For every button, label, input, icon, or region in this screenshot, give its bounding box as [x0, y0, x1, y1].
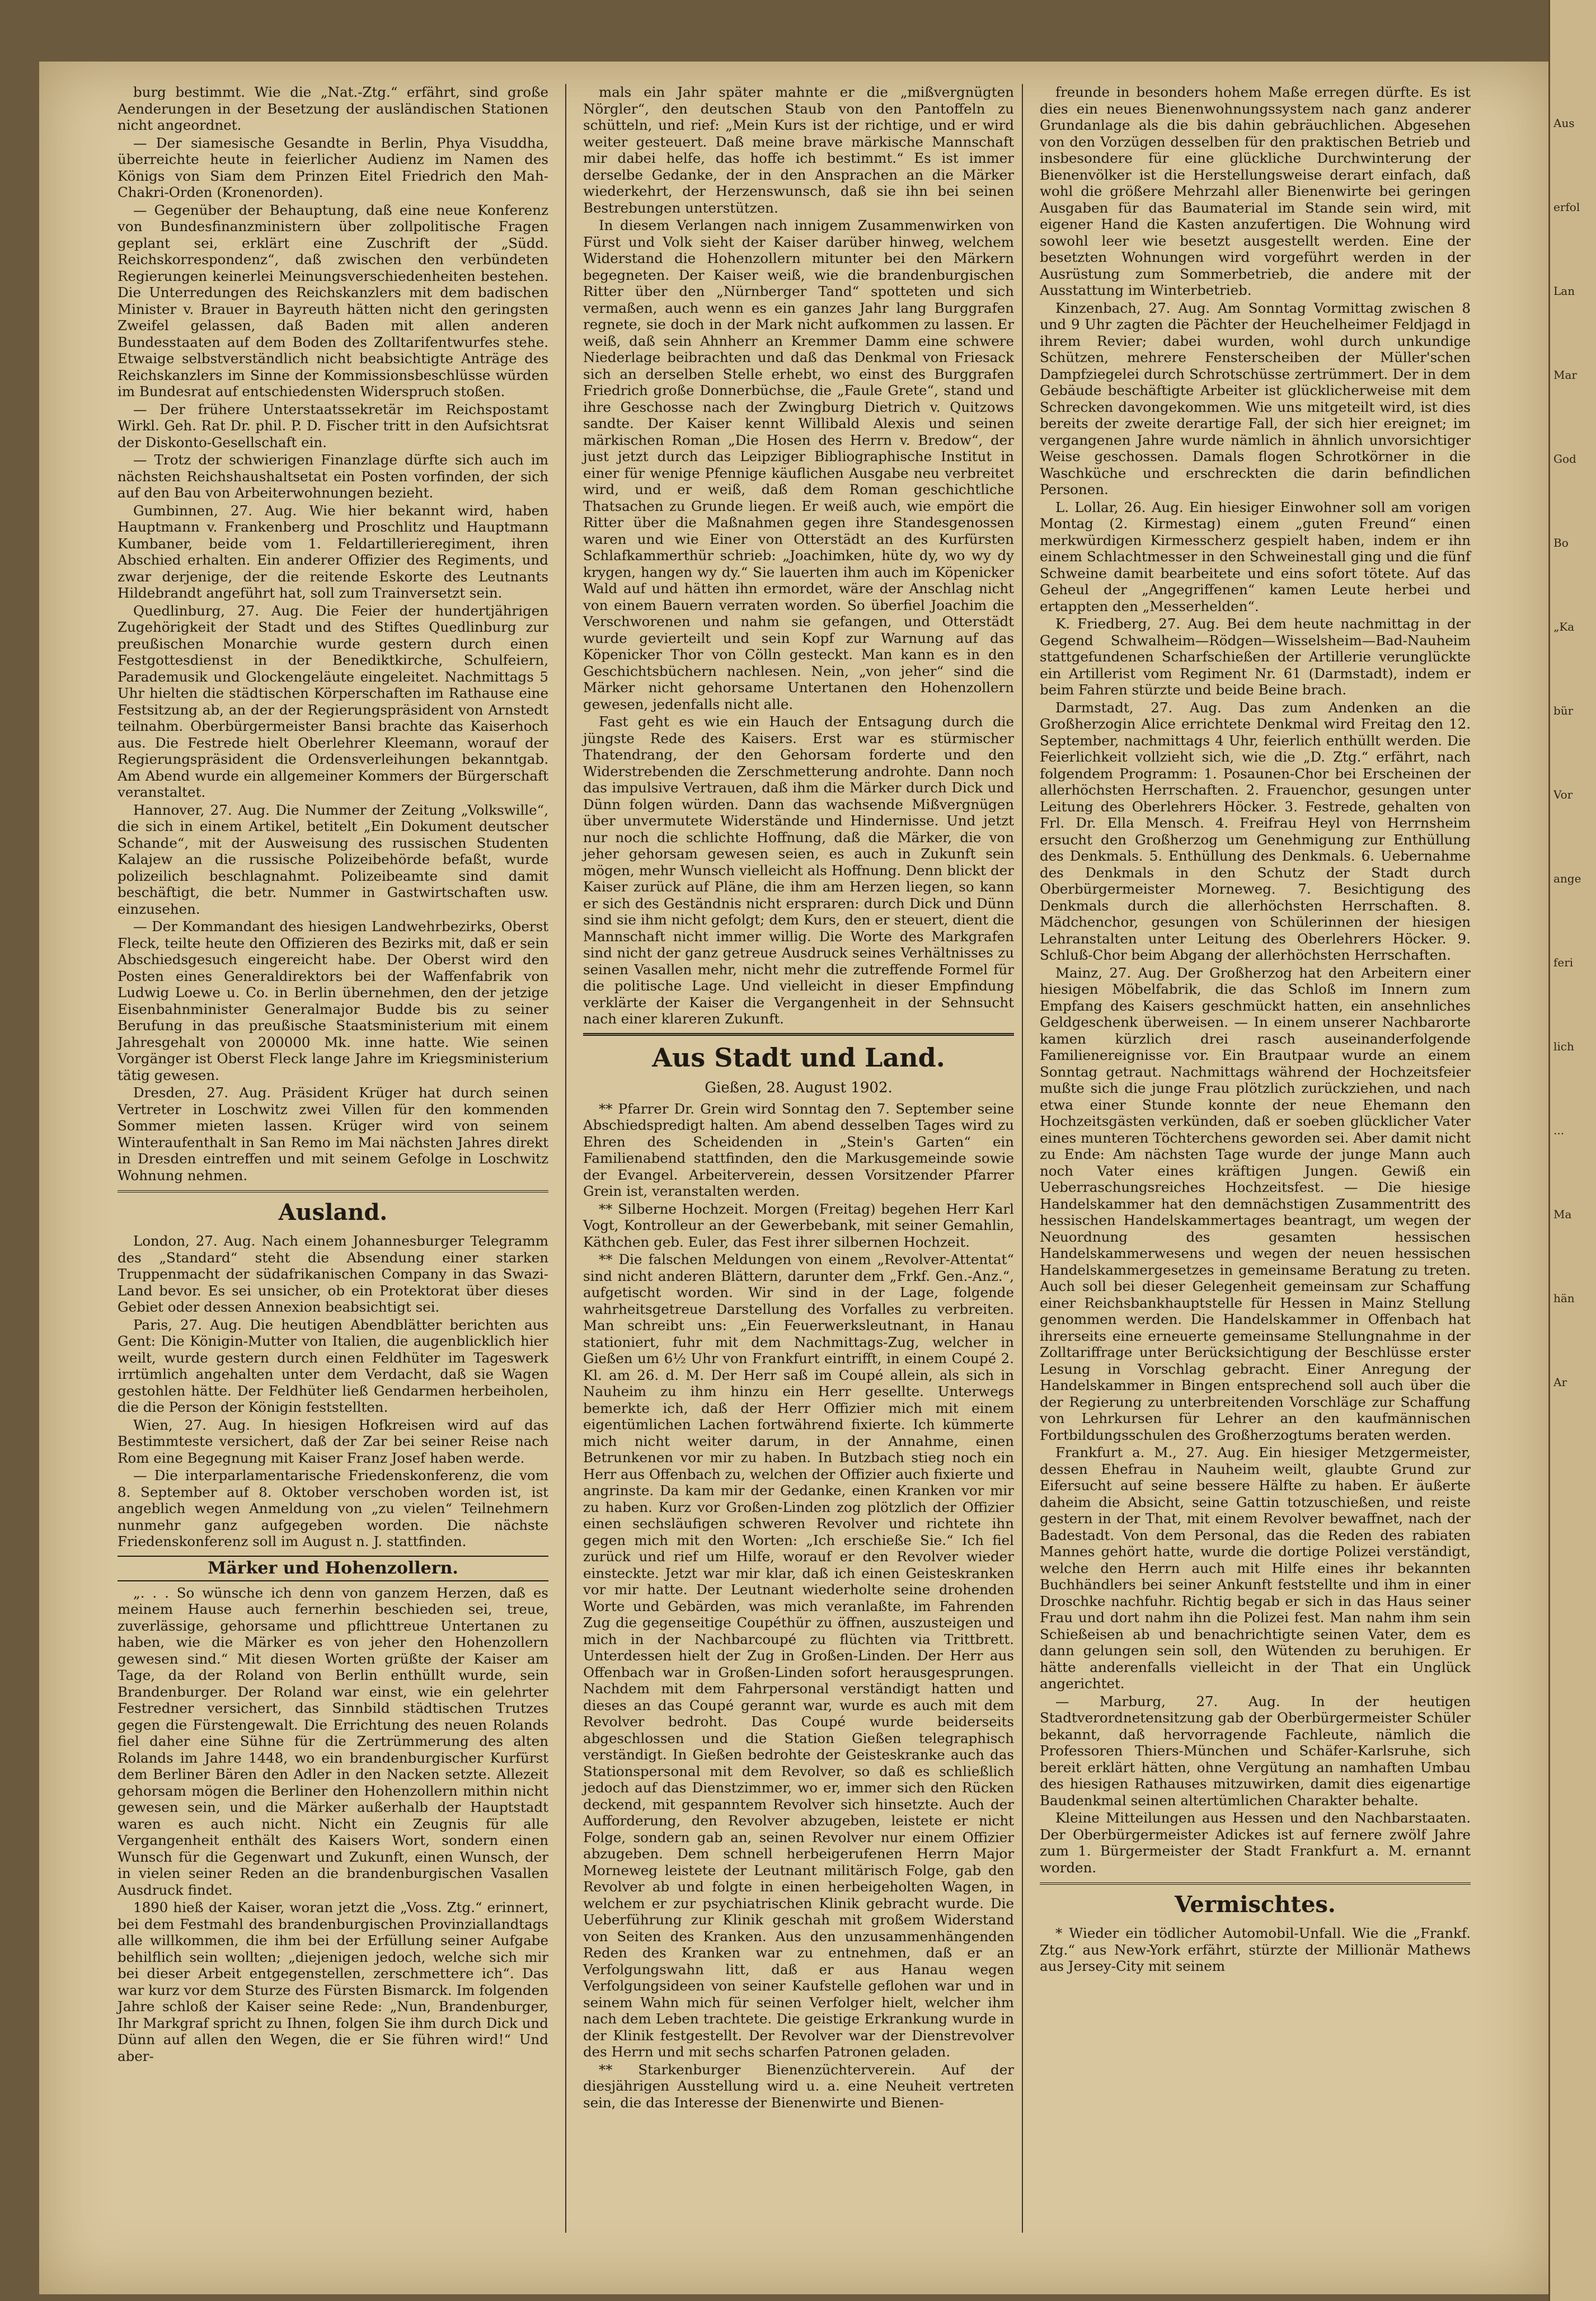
article-paragraph: — Marburg, 27. Aug. In der heutigen Stadtverordnetensitzung gab der Oberbürgermeister Schüler bekannt, daß hervorragende Fachleute, nämlich die Professoren Thiers-München und Schäfer-Karlsruhe, sich bereit erklärt hätten, ohne Vergütung an namhaften Umbau des hiesigen Rathauses mitzuwirken, damit dies eigenartige Baudenkmal seinen altertümlichen Charakter behalte. [1040, 1693, 1471, 1809]
edge-text-fragment: Lan [1553, 284, 1575, 298]
article-paragraph: — Trotz der schwierigen Finanzlage dürfte sich auch im nächsten Reichshaushaltsetat ein Posten vorfinden, der sich auf den Bau von Arbeiterwohnungen bezieht. [118, 452, 548, 501]
article-paragraph: — Der Kommandant des hiesigen Landwehrbezirks, Oberst Fleck, teilte heute den Offizieren des Bezirks mit, daß er sein Abschiedsgesuch eingereicht habe. Der Oberst wird den Posten eines Generaldirektors bei der Waffenfabrik von Ludwig Loewe u. Co. in Berlin übernehmen, den der jetzige Eisenbahnminister Generalmajor Budde bis zu seiner Berufung in das preußische Staatsministerium mit einem Jahresgehalt von 200000 Mk. inne hatte. Wie seinen Vorgänger ist Oberst Fleck lange Jahre im Kriegsministerium tätig gewesen. [118, 918, 548, 1083]
dateline: Gießen, 28. August 1902. [705, 1079, 893, 1096]
article-paragraph: mals ein Jahr später mahnte er die „mißvergnügten Nörgler“, den deutschen Staub von den Pantoffeln zu schütteln, und rief: „Mein Kurs ist der richtige, und er wird weiter gesteuert. Daß meine brave märkische Mannschaft mir dabei helfe, das hoffe ich bestimmt.“ Es ist immer derselbe Gedanke, der in den Ansprachen an die Märker wiederkehrt, der Herzenswunsch, daß sie ihn bei seinen Bestrebungen unterstützen. [583, 84, 1014, 216]
article-paragraph: Fast geht es wie ein Hauch der Entsagung durch die jüngste Rede des Kaisers. Erst war es stürmischer Thatendrang, der den Gehorsam forderte und den Widerstrebenden die Zerschmetterung androhte. Dann noch das impulsive Vertrauen, daß ihm die Märker durch Dick und Dünn folgen würden. Dann das wachsende Mißvergnügen über unvermutete Widerstände und Hindernisse. Und jetzt nur noch die schlichte Hoffnung, daß die Märker, die von jeher gehorsam gewesen seien, es auch in Zukunft sein mögen, mehr Wunsch vielleicht als Hoffnung. Denn blickt der Kaiser zurück auf Pläne, die ihm am Herzen liegen, so kann er sich des Geständnis nicht erspraren: durch Dick und Dünn sind sie ihm nicht gefolgt; dem Kurs, den er steuert, dient die Mannschaft nicht immer willig. Die Worte des Markgrafen sind nicht der ganz getreue Ausdruck seines Verhältnisses zu seinen Vasallen mehr, nicht mehr die zutreffende Formel für die politische Lage. Und vielleicht in dieser Empfindung verklärte der Kaiser die Vergangenheit in der Sehnsucht nach einer klareren Zukunft. [583, 713, 1014, 1027]
article-paragraph: — Der frühere Unterstaatssekretär im Reichspostamt Wirkl. Geh. Rat Dr. phil. P. D. Fischer tritt in den Aufsichtsrat der Diskonto-Gesellschaft ein. [118, 401, 548, 450]
edge-text-fragment: Bo [1553, 536, 1569, 550]
article-paragraph: — Gegenüber der Behauptung, daß eine neue Konferenz von Bundesfinanzministern über zollpolitische Fragen geplant sei, erklärt eine Zuschrift der „Südd. Reichskorrespondenz“, daß zwischen den verbündeten Regierungen keinerlei Meinungsverschiedenheiten bestehen. Die Unterredungen des Reichskanzlers mit dem badischen Minister v. Brauer in Bayreuth hätten nicht den geringsten Zweifel gelassen, daß Baden mit allen anderen Bundesstaaten auf dem Boden des Zolltarifentwurfes stehe. Etwaige selbstverständlich nicht beabsichtigte Anträge des Reichskanzlers im Sinne der Kommissionsbeschlüsse würden im Bundesrat auf entschiedensten Widerspruch stoßen. [118, 201, 548, 400]
article-paragraph: L. Lollar, 26. Aug. Ein hiesiger Einwohner soll am vorigen Montag (2. Kirmestag) einem „guten Freund“ einen merkwürdigen Kirmesscherz gespielt haben, indem er ihn einem Schlachtmesser in den Schweinestall ging und die fünf Schweine damit bearbeitete und eins sofort tötete. Auf das Geheul der „Angegriffenen“ kamen Leute herbei und ertappten den „Messerhelden“. [1040, 499, 1471, 614]
article-paragraph: Quedlinburg, 27. Aug. Die Feier der hundertjährigen Zugehörigkeit der Stadt und des Stiftes Quedlinburg zur preußischen Monarchie wurde gestern durch einen Festgottesdienst in der Benediktkirche, Schulfeiern, Parademusik und Glockengeläute eingeleitet. Nachmittags 5 Uhr hielten die städtischen Körperschaften im Rathause eine Festsitzung ab, an der der Regierungspräsident von Arnstedt teilnahm. Oberbürgermeister Bansi brachte das Kaiserhoch aus. Die Festrede hielt Oberlehrer Kleemann, worauf der Regierungspräsident die Ordensverleihungen bekanntgab. Am Abend wurde ein allgemeiner Kommers der Bürgerschaft veranstaltet. [118, 602, 548, 800]
article-paragraph: „. . . So wünsche ich denn von ganzem Herzen, daß es meinem Hause auch fernerhin beschieden sei, treue, zuverlässige, gehorsame und pflichttreue Untertanen zu haben, wie die Märker es von jeher den Hohenzollern gewesen sind.“ Mit diesen Worten grüßte der Kaiser am Tage, da der Roland von Berlin enthüllt wurde, sein Brandenburger. Der Roland war einst, wie ein gelehrter Festredner versichert, das Sinnbild städtischen Trutzes gegen die Fürstengewalt. Die Errichtung des neuen Rolands fiel daher eine Sühne für die Zertrümmerung des alten Rolands im Jahre 1448, wo ein brandenburgischer Kurfürst dem Berliner Bären den Adler in den Nacken setzte. Allezeit gehorsam mögen die Berliner den Hohenzollern mithin nicht gewesen sein, und die Märker außerhalb der Hauptstadt waren es auch nicht. Nicht ein Zeugnis für alle Vergangenheit enthält des Kaisers Wort, sondern einen Wunsch für die Gegenwart und Zukunft, einen Wunsch, der in vielen seiner Reden an die brandenburgischen Vasallen Ausdruck findet. [118, 1584, 548, 1898]
adjacent-page-edge [1548, 0, 1596, 2301]
edge-text-fragment: Ma [1553, 1208, 1572, 1221]
article-paragraph: Dresden, 27. Aug. Präsident Krüger hat durch seinen Vertreter in Loschwitz zwei Villen für den kommenden Sommer mieten lassen. Krüger wird von seinem Winteraufenthalt in San Remo im Mai nächsten Jahres direkt in Dresden eintreffen und mit seinem Gefolge in Loschwitz Wohnung nehmen. [118, 1084, 548, 1184]
edge-text-fragment: hän [1553, 1292, 1575, 1305]
column-1 [118, 84, 548, 2064]
edge-text-fragment: God [1553, 452, 1576, 466]
article-paragraph: Kleine Mitteilungen aus Hessen und den Nachbarstaaten. Der Oberbürgermeister Adickes ist auf fernere zwölf Jahre zum 1. Bürgermeister der Stadt Frankfurt a. M. ernannt worden. [1040, 1810, 1471, 1876]
edge-text-fragment: ... [1553, 1124, 1565, 1137]
section-heading-stadt-und-land: Aus Stadt und Land. [583, 1033, 1014, 1075]
article-paragraph: ** Silberne Hochzeit. Morgen (Freitag) begehen Herr Karl Vogt, Kontrolleur an der Gewerbebank, mit seiner Gemahlin, Käthchen geb. Euler, das Fest ihrer silbernen Hochzeit. [583, 1200, 1014, 1250]
article-paragraph: 1890 hieß der Kaiser, woran jetzt die „Voss. Ztg.“ erinnert, bei dem Festmahl des brandenburgischen Provinziallandtags alle willkommen, die ihm bei der Erfüllung seiner Aufgabe behilflich sein wollten; „diejenigen jedoch, welche sich mir bei dieser Arbeit entgegenstellen, zerschmettere ich“. Das war kurz vor dem Sturze des Fürsten Bismarck. Im folgenden Jahre schloß der Kaiser seine Rede: „Nun, Brandenburger, Ihr Markgraf spricht zu Ihnen, folgen Sie ihm durch Dick und Dünn auf allen den Wegen, die er Sie führen wird!“ Und aber- [118, 1899, 548, 2064]
article-paragraph: K. Friedberg, 27. Aug. Bei dem heute nachmittag in der Gegend Schwalheim—Rödgen—Wisselsheim—Bad-Nauheim stattgefundenen Scharfschießen der Artillerie verunglückte ein Artillerist vom Regiment Nr. 61 (Darmstadt), indem er beim Fahren stürzte und beide Beine brach. [1040, 616, 1471, 698]
article-paragraph: freunde in besonders hohem Maße erregen dürfte. Es ist dies ein neues Bienenwohnungssystem nach ganz anderer Grundanlage als die bis dahin gebräuchlichen. Abgesehen von den Vorzügen desselben für den praktischen Betrieb und insbesondere für eine glückliche Durchwinterung der Bienenvölker ist die Herstellungsweise derart einfach, daß wohl die größere Mehrzahl aller Bienenwirte bei geringen Ausgaben für das Baumaterial im Stande sein wird, mit eigener Hand die Kasten anzufertigen. Die Wohnung wird sowohl leer wie besetzt ausgestellt werden. Eine der besetzten Wohnungen wird vorgeführt werden in der Ausrüstung zum Sommerbetrieb, die andere mit der Ausstattung im Winterbetrieb. [1040, 84, 1471, 298]
column-2 [583, 84, 1014, 2111]
column-3 [1040, 84, 1471, 1975]
edge-text-fragment: bür [1553, 704, 1574, 717]
article-paragraph: London, 27. Aug. Nach einem Johannesburger Telegramm des „Standard“ steht die Absendung einer starken Truppenmacht der südafrikanischen Company in das Swazi-Land bevor. Es sei unsicher, ob ein Protektorat über dieses Gebiet oder dessen Annexion beabsichtigt sei. [118, 1233, 548, 1315]
article-heading-maerker: Märker und Hohenzollern. [118, 1556, 548, 1581]
article-paragraph: Darmstadt, 27. Aug. Das zum Andenken an die Großherzogin Alice errichtete Denkmal wird Freitag den 12. September, nachmittags 4 Uhr, feierlich enthüllt werden. Die Feierlichkeit vollzieht sich, wie die „D. Ztg.“ erfährt, nach folgendem Programm: 1. Posaunen-Chor bei Erscheinen der allerhöchsten Herrschaften. 2. Frauenchor, gesungen unter Leitung des Oberlehrers Höcker. 3. Festrede, gehalten von Frl. Dr. Ella Mensch. 4. Freifrau Heyl von Herrnsheim ersucht den Großherzog um Genehmigung zur Enthüllung des Denkmals. 5. Enthüllung des Denkmals. 6. Uebernahme des Denkmals in den Schutz der Stadt durch Oberbürgermeister Morneweg. 7. Besichtigung des Denkmals durch die allerhöchsten Herrschaften. 8. Mädchenchor, gesungen von Schülerinnen der hiesigen Lehranstalten unter Leitung des Oberlehrers Höcker. 9. Schluß-Chor beim Abgang der allerhöchsten Herrschaften. [1040, 699, 1471, 963]
article-paragraph: Kinzenbach, 27. Aug. Am Sonntag Vormittag zwischen 8 und 9 Uhr zagten die Pächter der Heuchelheimer Feldjagd in ihrem Revier; dabei wurden, wohl durch unkundige Schützen, mehrere Fensterscheiben der Müller'schen Dampfziegelei durch Schrotschüsse zertrümmert. Der in dem Gebäude beschäftigte Arbeiter ist glücklicherweise mit dem Schrecken davongekommen. Wie uns mitgeteilt wird, ist dies bereits der zweite derartige Fall, der sich hier ereignet; im vergangenen Jahre wurde nämlich in ähnlich unvorsichtiger Weise geschossen. Damals flogen Schrotkörner in die Waschküche und erschreckten die darin befindlichen Personen. [1040, 299, 1471, 497]
article-paragraph: Wien, 27. Aug. In hiesigen Hofkreisen wird auf das Bestimmteste versichert, daß der Zar bei seiner Reise nach Rom eine Begegnung mit Kaiser Franz Josef haben werde. [118, 1416, 548, 1466]
article-paragraph: burg bestimmt. Wie die „Nat.-Ztg.“ erfährt, sind große Aenderungen in der Besetzung der ausländischen Stationen nicht angeordnet. [118, 84, 548, 133]
edge-text-fragment: erfol [1553, 200, 1580, 214]
article-paragraph: Frankfurt a. M., 27. Aug. Ein hiesiger Metzgermeister, dessen Ehefrau in Nauheim weilt, glaubte Grund zur Eifersucht auf seine bessere Hälfte zu haben. Er äußerte daheim die Absicht, seine Gattin totzuschießen, und reiste gestern in der That, mit einem Revolver bewaffnet, nach der Badestadt. Von dem Personal, das die Reden des rabiaten Mannes gehört hatte, wurde die dortige Polizei verständigt, welche den Herrn auch mit Hilfe eines ihr bekannten Buchhändlers bei seiner Ankunft feststellte und ihm in einer Droschke nachfuhr. Richtig begab er sich in das Haus seiner Frau und dort nahm ihn die Polizei fest. Man nahm ihm sein Schießeisen ab und benachrichtigte seinen Vater, dem es dann gelungen sein soll, den Wütenden zu beruhigen. Er hätte anderenfalls vielleicht in der That ein Unglück angerichtet. [1040, 1444, 1471, 1692]
article-paragraph: Gumbinnen, 27. Aug. Wie hier bekannt wird, haben Hauptmann v. Frankenberg und Proschlitz und Hauptmann Kumbaner, beide vom 1. Feldartillerieregiment, ihren Abschied erhalten. Ein anderer Offizier des Regiments, und zwar derjenige, der die reitende Eskorte des Leutnants Hildebrandt angeführt hat, soll zum Trainversetzt sein. [118, 502, 548, 601]
article-paragraph: Mainz, 27. Aug. Der Großherzog hat den Arbeitern einer hiesigen Möbelfabrik, die das Schloß im Innern zum Empfang des Kaisers geschmückt hatten, ein ansehnliches Geldgeschenk überweisen. — In einem unserer Nachbarorte kamen kürzlich drei rasch auseinanderfolgende Familienereignisse vor. Ein Brautpaar wurde an einem Sonntag getraut. Nachmittags während der Hochzeitsfeier mußte sich die junge Frau plötzlich zurückziehen, und nach etwa einer Stunde konnte der neue Ehemann den Hochzeitsgästen verkünden, daß er soeben glücklicher Vater eines munteren Töchterchens geworden sei. Aber damit nicht zu Ende: Am nächsten Tage wurde der junge Mann auch noch Vater eines kräftigen Jungen. Gewiß ein Ueberraschungsreiches Hochzeitsfest. — Die hiesige Handelskammer hat den demnächstigen Zusammentritt des hessischen Handelskammertages beantragt, um wegen der Neuordnung des gesamten hessischen Handelskammerwesens und wegen der neuen hessischen Handelskammergesetzes in gemeinsame Beratung zu treten. Auch soll bei dieser Gelegenheit gemeinsam zur Schaffung einer Reichsbankhauptstelle für Hessen in Mainz Stellung genommen werden. Die Handelskammer in Offenbach hat ihrerseits eine erneuerte gemeinsame Stellungnahme in der Zolltariffrage unter Berücksichtigung der Beschlüsse erster Lesung in Vorschlag gebracht. Einer Anregung der Handelskammer in Bingen entsprechend soll auch über die der Regierung zu unterbreitenden Vorschläge zur Schaffung von Lehrkursen für Lehrer an den kaufmännischen Fortbildungsschulen des Großherzogtums beraten werden. [1040, 964, 1471, 1443]
edge-text-fragment: feri [1553, 956, 1574, 969]
article-paragraph: In diesem Verlangen nach innigem Zusammenwirken von Fürst und Volk sieht der Kaiser darüber hinweg, welchem Widerstand die Hohenzollern mitunter bei den Märkern begegneten. Der Kaiser weiß, wie die brandenburgischen Ritter über den „Nürnberger Tand“ spotteten und sich vermaßen, auch wenn es ein ganzes Jahr lang Burggrafen regnete, sie doch in der Mark nicht aufkommen zu lassen. Er weiß, daß sein Ahnherr an Kremmer Damm eine schwere Niederlage beibrachten und daß das Denkmal von Friesack sich an derselben Stelle erhebt, wo einst des Burggrafen Friedrich große Donnerbüchse, die „Faule Grete“, stand und ihre Geschosse nach der Zwingburg Dietrich v. Quitzows sandte. Der Kaiser kennt Willibald Alexis und seinen märkischen Roman „Die Hosen des Herrn v. Bredow“, der just jetzt durch das Leipziger Bibliographische Institut in einer für wenige Pfennige käuflichen Ausgabe neu verbreitet wird, und er weiß, daß dem Roman geschichtliche Thatsachen zu Grunde liegen. Er weiß auch, wie empört die Ritter über die Maßnahmen gegen ihre Standesgenossen waren und wie Einer von Otterstädt an des Kurfürsten Schlafkammerthür schrieb: „Joachimken, hüte dy, wo wy dy krygen, hangen wy dy.“ Sie lauerten ihm auch im Köpenicker Wald auf und hätten ihn ermordet, wäre der Anschlag nicht von einem Bauern verraten worden. So überfiel Joachim die Verschworenen und nahm sie gefangen, und Otterstädt wurde gevierteilt und sein Kopf zur Warnung auf das Köpenicker Thor von Cölln gesteckt. Man kann es in den Geschichtsbüchern nachlesen. Nein, „von jeher“ sind die Märker nicht gehorsame Untertanen den Hohenzollern gewesen, jedenfalls nicht alle. [583, 217, 1014, 712]
article-paragraph: Hannover, 27. Aug. Die Nummer der Zeitung „Volkswille“, die sich in einem Artikel, betitelt „Ein Dokument deutscher Schande“, mit der Ausweisung des russischen Studenten Kalajew an die russische Polizeibehörde befaßt, wurde polizeilich beschlagnahmt. Polizeibeamte sind damit beschäftigt, die betr. Nummer in Gastwirtschaften usw. einzusehen. [118, 801, 548, 917]
article-paragraph: * Wieder ein tödlicher Automobil-Unfall. Wie die „Frankf. Ztg.“ aus New-York erfährt, stürzte der Millionär Mathews aus Jersey-City mit seinem [1040, 1925, 1471, 1974]
article-paragraph: Paris, 27. Aug. Die heutigen Abendblätter berichten aus Gent: Die Königin-Mutter von Italien, die augenblicklich hier weilt, wurde gestern durch einen Feldhüter im Tageswerk irrtümlich angehalten unter dem Verdacht, daß sie Wagen gestohlen hätte. Der Feldhüter ließ Gendarmen herbeiholen, die die Person der Königin feststellten. [118, 1316, 548, 1415]
article-paragraph: ** Pfarrer Dr. Grein wird Sonntag den 7. September seine Abschiedspredigt halten. Am abend desselben Tages wird zu Ehren des Scheidenden in „Stein's Garten“ ein Familienabend stattfinden, den die Markusgemeinde sowie der Evangel. Arbeiterverein, dessen Vorsitzender Pfarrer Grein ist, veranstalten werden. [583, 1100, 1014, 1199]
article-paragraph: ** Starkenburger Bienenzüchterverein. Auf der diesjährigen Ausstellung wird u. a. eine Neuheit vertreten sein, die das Interesse der Bienenwirte und Bienen- [583, 2061, 1014, 2111]
edge-text-fragment: lich [1553, 1040, 1574, 1053]
edge-text-fragment: Aus [1553, 116, 1575, 130]
section-heading-vermischtes: Vermischtes. [1040, 1882, 1471, 1920]
edge-text-fragment: „Ka [1553, 620, 1575, 633]
edge-text-fragment: ange [1553, 872, 1581, 885]
edge-text-fragment: Mar [1553, 368, 1577, 382]
article-paragraph: — Die interparlamentarische Friedenskonferenz, die vom 8. September auf 8. Oktober verschoben worden ist, ist angeblich wegen Anmeldung von „zu vielen“ Teilnehmern nunmehr ganz aufgegeben worden. Die nächste Friedenskonferenz soll im August n. J. stattfinden. [118, 1467, 548, 1549]
article-paragraph: ** Die falschen Meldungen von einem „Revolver-Attentat“ sind nicht anderen Blättern, darunter dem „Frkf. Gen.-Anz.“, aufgetischt worden. Wir sind in der Lage, folgende wahrheitsgetreue Darstellung des Vorfalles zu verbreiten. Man schreibt uns: „Ein Feuerwerksleutnant, in Hanau stationiert, fuhr mit dem Nachmittags-Zug, welcher in Gießen um 6½ Uhr von Frankfurt eintrifft, in einem Coupé 2. Kl. am 26. d. M. Der Herr saß im Coupé allein, als sich in Nauheim zu ihm hinzu ein Herr gesellte. Unterwegs bemerkte ich, daß der Herr Offizier mich mit einem eigentümlichen Lachen fortwährend fixierte. Ich kümmerte mich nicht weiter darum, in der Annahme, einen Betrunkenen vor mir zu haben. In Butzbach stieg noch ein Herr aus Offenbach zu, welchen der Offizier auch fixierte und angrinste. Da kam mir der Gedanke, einen Kranken vor mir zu haben. Kurz vor Großen-Linden zog plötzlich der Offizier einen sechsläufigen schweren Revolver und richtete ihn gegen mich mit den Worten: „Ich erschieße Sie.“ Ich fiel zurück und rief um Hilfe, worauf er den Revolver wieder einsteckte. Jetzt war mir klar, daß ich einen Geisteskranken vor mir hatte. Der Leutnant wiederholte seine drohenden Worte und Gebärden, was mich veranlaßte, im Fahrenden Zug die gegenseitige Coupéthür zu öffnen, auszusteigen und mich in der Nachbarcoupé zu flüchten via Trittbrett. Unterdessen hielt der Zug in Großen-Linden. Der Herr aus Offenbach war in Großen-Linden sofort herausgesprungen. Nachdem mit dem Fahrpersonal verständigt hatten und dieses an das Coupé gerannt war, wurde es auch mit dem Revolver bedroht. Das Coupé wurde beiderseits abgeschlossen und die Station Gießen telegraphisch verständigt. In Gießen bedrohte der Geisteskranke auch das Stationspersonal mit dem Revolver, so daß es schließlich jedoch auf das Dienstzimmer, wo er, immer sich den Rücken deckend, mit gespanntem Revolver sich hinsetzte. Auch der Aufforderung, den Revolver abzugeben, leistete er nicht Folge, sondern gab an, seinen Revolver nur einem Offizier abzugeben. Dem schnell herbeigerufenen Herrn Major Morneweg leistete der Leutnant militärisch Folge, gab den Revolver ab und folgte in einen herbeigeholten Wagen, in welchem er zur psychiatrischen Klinik gebracht wurde. Die Ueberführung zur Klinik geschah mit großem Widerstand von Seiten des Kranken. Aus den unzusammenhängenden Reden des Kranken war zu entnehmen, daß er an Verfolgungswahn litt, daß er aus Hanau wegen Verfolgungsideen von seiner Kaufstelle geflohen war und in seinem Wahn mich für seinen Verfolger hielt, welcher ihm nach dem Leben trachtete. Die geistige Erkrankung wurde in der Klinik festgestellt. Der Revolver war der Dienstrevolver des Herrn und mit sechs scharfen Patronen geladen. [583, 1251, 1014, 2060]
column-rule [565, 84, 566, 2233]
section-heading-ausland: Ausland. [118, 1190, 548, 1228]
article-paragraph: — Der siamesische Gesandte in Berlin, Phya Visuddha, überreichte heute in feierlicher Audienz im Namen des Königs von Siam dem Prinzen Eitel Friedrich den Mah-Chakri-Orden (Kronenorden). [118, 134, 548, 200]
edge-text-fragment: Vor [1553, 788, 1573, 801]
column-rule [1022, 84, 1023, 2233]
edge-text-fragment: Ar [1553, 1375, 1567, 1389]
